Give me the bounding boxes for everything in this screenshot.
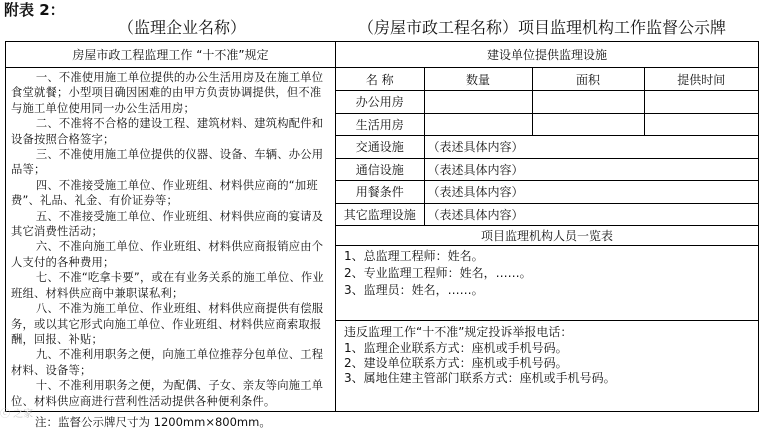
facility-name: 用餐条件 bbox=[336, 181, 424, 204]
complaint-line: 3、属地住建主管部门联系方式：座机或手机号码。 bbox=[344, 371, 616, 385]
rule-item: 六、不准向施工单位、作业班组、材料供应商报销应由个人支付的各种费用； bbox=[11, 240, 324, 269]
column-header: 数量 bbox=[424, 68, 532, 91]
rule-item: 九、不准利用职务之便，向施工单位推荐分包单位、工程材料、设备等； bbox=[11, 348, 324, 377]
rule-item: 二、不准将不合格的建设工程、建筑材料、建筑构配件和设备按照合格签字； bbox=[11, 117, 324, 146]
facilities-heading: 建设单位提供监理设施 bbox=[336, 42, 758, 68]
column-header: 名 称 bbox=[336, 68, 424, 91]
appendix-label: 附表 2： bbox=[4, 1, 65, 19]
table-row bbox=[336, 136, 758, 159]
rules-list bbox=[6, 68, 335, 409]
staff-line: 1、总监理工程师：姓名。 bbox=[344, 249, 484, 263]
rule-item: 四、不准接受施工单位、作业班组、材料供应商的“加班费”、礼品、礼金、有价证券等； bbox=[11, 178, 318, 208]
staff-line: 3、监理员：姓名，……。 bbox=[344, 283, 484, 297]
table-row bbox=[336, 158, 758, 181]
column-header: 提供时间 bbox=[644, 68, 758, 91]
time-cell bbox=[644, 113, 758, 136]
board-title: （房屋市政工程名称）项目监理机构工作监督公示牌 bbox=[358, 18, 727, 37]
facility-name: 办公用房 bbox=[336, 91, 424, 114]
size-note: 注：监督公示牌尺寸为 1200mm×800mm。 bbox=[35, 415, 271, 429]
facility-name: 交通设施 bbox=[336, 136, 424, 159]
watermark: ⓒ 之家 bbox=[0, 409, 34, 420]
rules-heading: 房屋市政工程监理工作 “十不准”规定 bbox=[6, 42, 335, 68]
time-cell bbox=[644, 91, 758, 114]
company-name-title: （监理企业名称） bbox=[118, 18, 247, 37]
quantity-cell bbox=[424, 91, 532, 114]
table-header-row bbox=[336, 68, 758, 91]
info-panel bbox=[336, 42, 758, 411]
rule-item: 三、不准使用施工单位提供的仪器、设备、车辆、办公用品等； bbox=[11, 148, 324, 177]
rule-item: 八、不准为施工单位、作业班组、材料供应商提供有偿服务，或以其它形式向施工单位、作业班组、材料供应商索取报酬，回报、补贴； bbox=[11, 302, 324, 346]
rule-item: 七、不准“吃拿卡要”，或在有业务关系的施工单位、作业班组、材料供应商中兼职谋私利； bbox=[11, 271, 324, 300]
table-row bbox=[336, 113, 758, 136]
rule-item: 五、不准接受施工单位、作业班组、材料供应商的宴请及其它消费性活动； bbox=[11, 209, 324, 239]
facility-description: （表述具体内容） bbox=[424, 136, 758, 159]
facility-description: （表述具体内容） bbox=[424, 181, 758, 204]
supervision-board bbox=[5, 41, 759, 412]
facility-name: 通信设施 bbox=[336, 158, 424, 181]
staff-heading: 项目监理机构人员一览表 bbox=[336, 226, 758, 246]
area-cell bbox=[532, 91, 644, 114]
table-row bbox=[336, 203, 758, 226]
complaint-line: 2、建设单位联系方式：座机或手机号码。 bbox=[344, 356, 568, 370]
area-cell bbox=[532, 113, 644, 136]
rule-item: 一、不准使用施工单位提供的办公生活用房及在施工单位食堂就餐；小型项目确因困难的由甲方负责协调提供，但不准与施工单位使用同一办公生活用房； bbox=[11, 71, 324, 115]
table-row bbox=[336, 181, 758, 204]
facility-description: （表述具体内容） bbox=[424, 203, 758, 226]
complaint-line: 1、监理企业联系方式：座机或手机号码。 bbox=[344, 341, 568, 355]
facility-description: （表述具体内容） bbox=[424, 158, 758, 181]
facility-name: 其它监理设施 bbox=[336, 203, 424, 226]
complaint-section bbox=[336, 321, 758, 390]
facility-name: 生活用房 bbox=[336, 113, 424, 136]
staff-list bbox=[336, 246, 758, 321]
quantity-cell bbox=[424, 113, 532, 136]
rules-panel bbox=[6, 42, 336, 411]
complaint-heading: 违反监理工作“十不准”规定投诉举报电话： bbox=[344, 325, 573, 339]
rule-item: 十、不准利用职务之便，为配偶、子女、亲友等向施工单位、材料供应商进行营利性活动提供各种便利条件。 bbox=[11, 379, 324, 408]
facilities-table bbox=[336, 68, 758, 226]
table-row bbox=[336, 91, 758, 114]
staff-line: 2、专业监理工程师：姓名，……。 bbox=[344, 266, 532, 280]
column-header: 面积 bbox=[532, 68, 644, 91]
